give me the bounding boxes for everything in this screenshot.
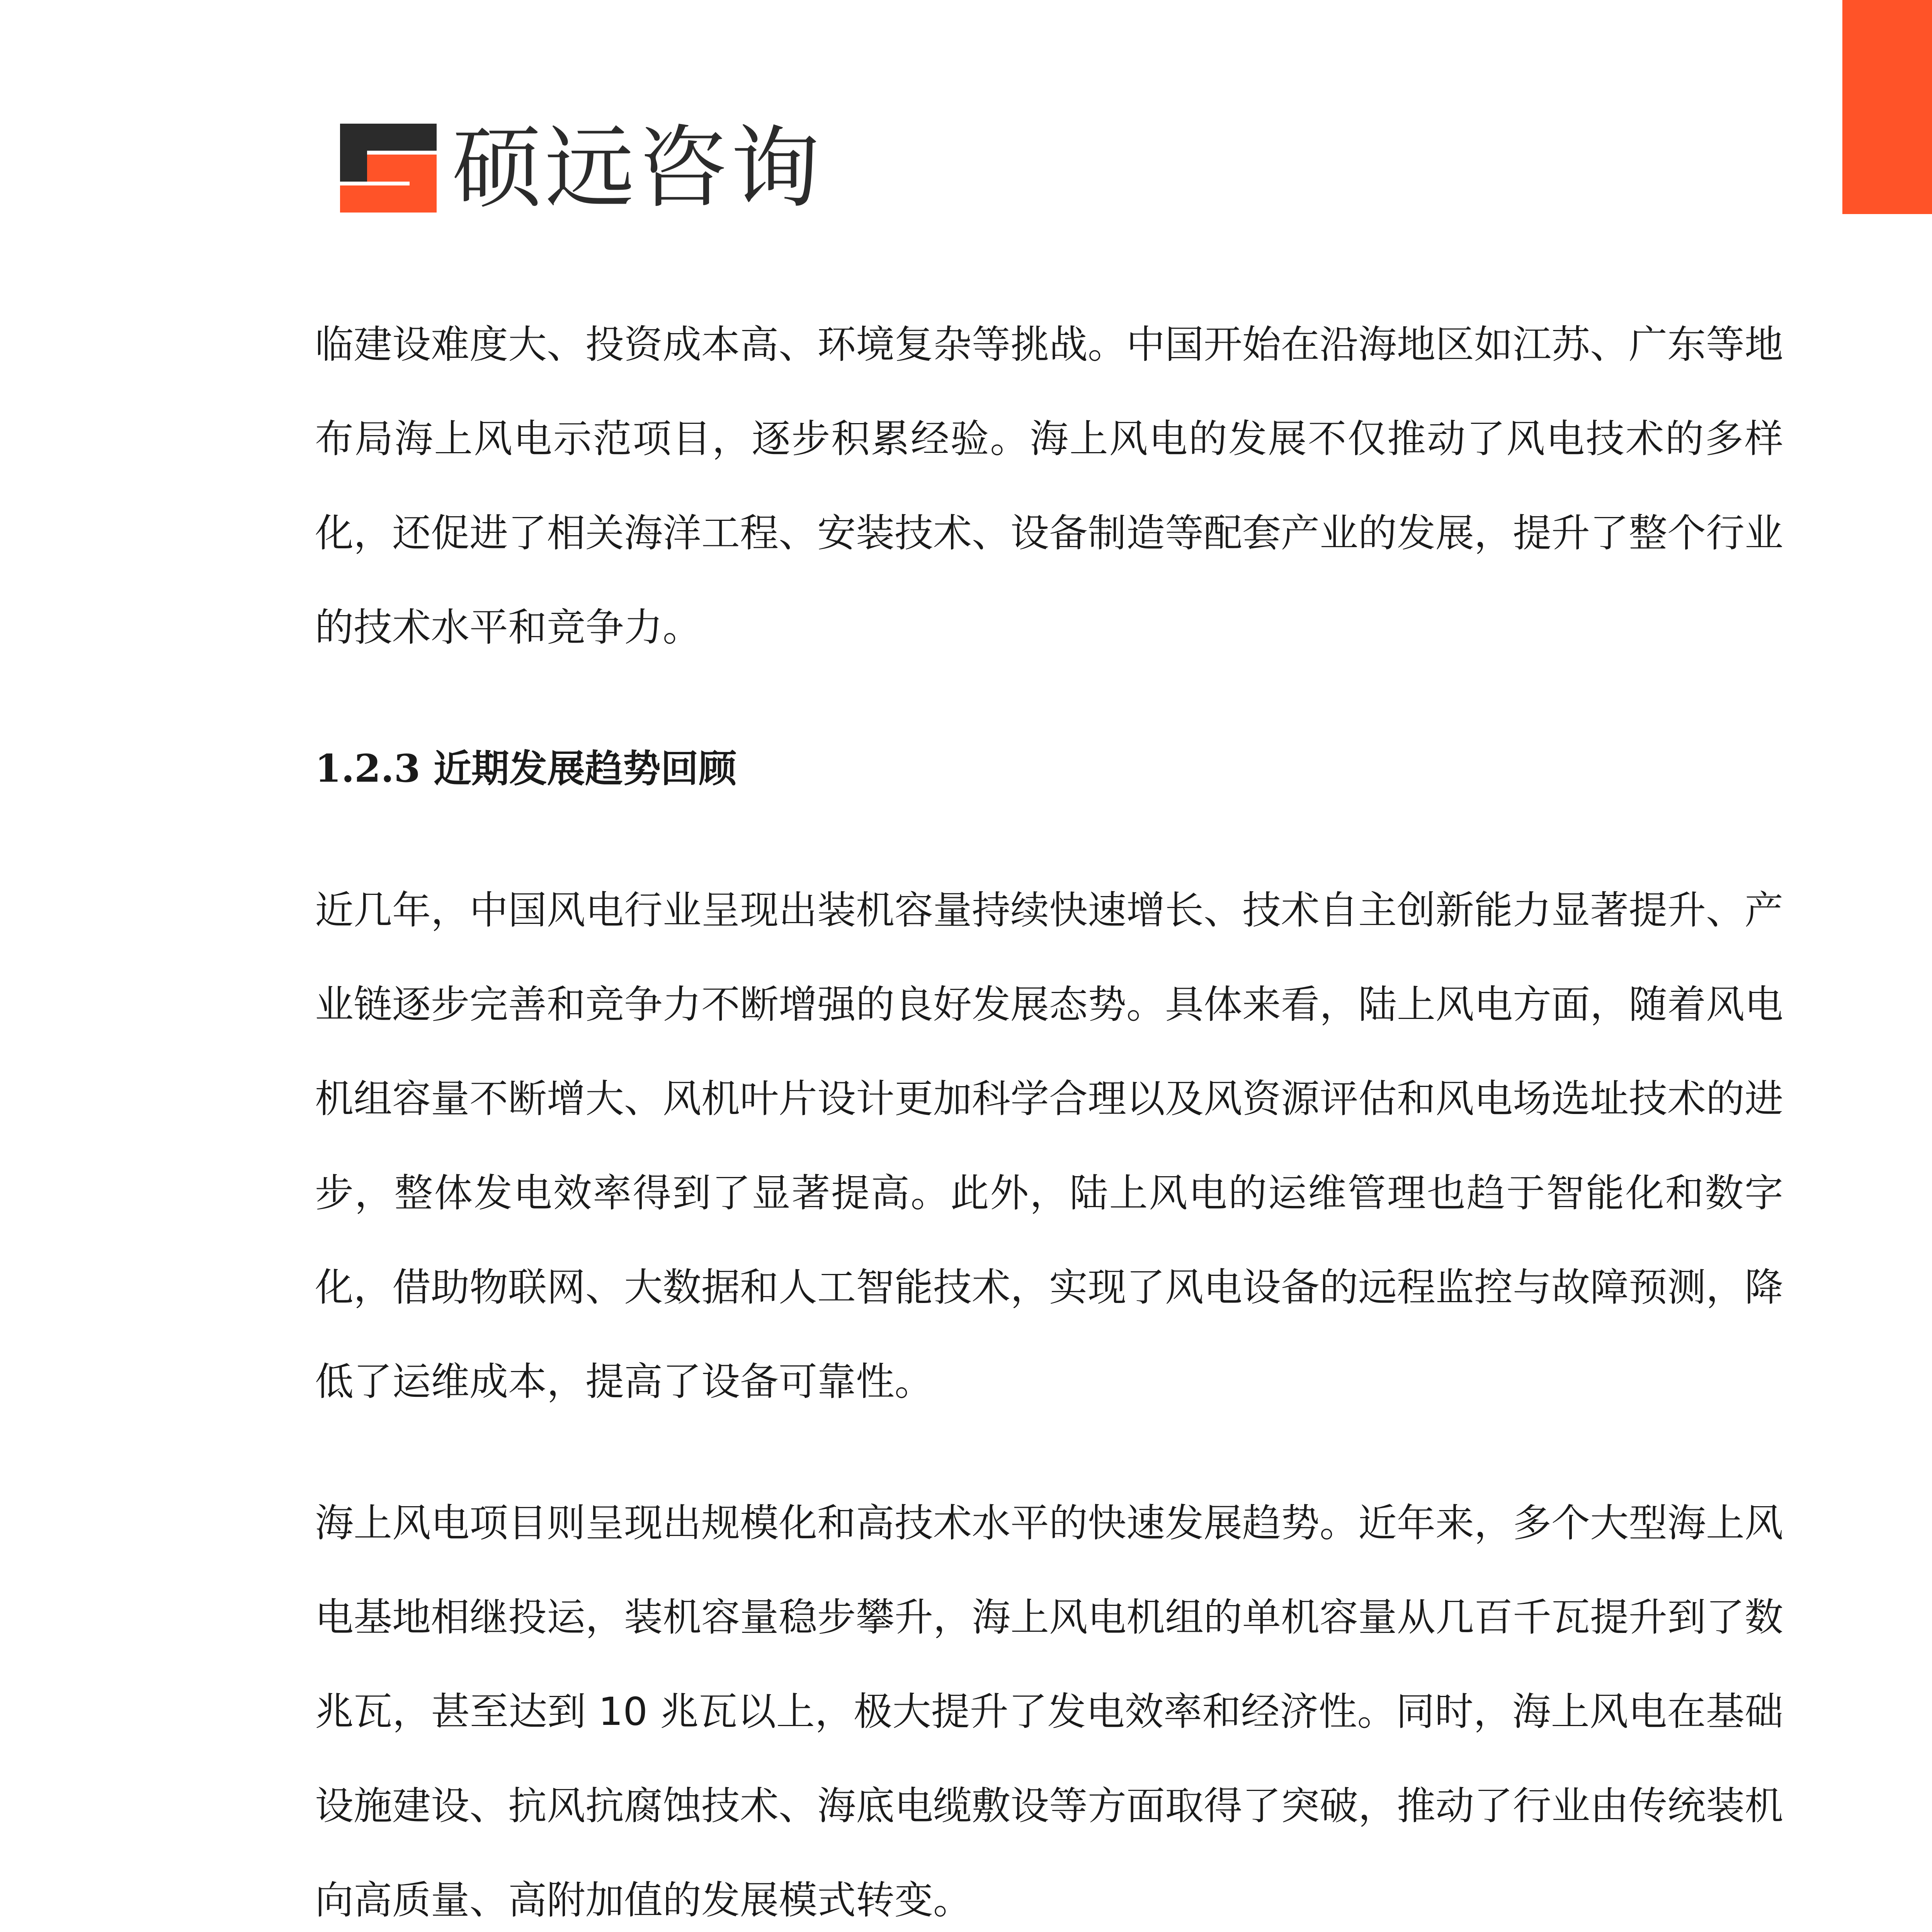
logo-mark-icon [340,124,437,213]
body-paragraph: 近几年，中国风电行业呈现出装机容量持续快速增长、技术自主创新能力显著提升、产业链逐步完善和竞争力不断增强的良好发展态势。具体来看，陆上风电方面，随着风电机组容量不断增大、风机叶片设计更加科学合理以及风资源评估和风电场选址技术的进步，整体发电效率得到了显著提高。此外，陆上风电的运维管理也趋于智能化和数字化，借助物联网、大数据和人工智能技术，实现了风电设备的远程监控与故障预测，降低了运维成本，提高了设备可靠性。 [315,888,1783,1404]
section-heading: 1.2.3 近期发展趋势回顾 [315,747,736,791]
brand-logo [340,116,823,220]
corner-accent-tab [1842,0,1932,214]
body-paragraph: 海上风电项目则呈现出规模化和高技术水平的快速发展趋势。近年来，多个大型海上风电基地相继投运，装机容量稳步攀升，海上风电机组的单机容量从几百千瓦提升到了数兆瓦，甚至达到 10 兆瓦以上，极大提升了发电效率和经济性。同时，海上风电在基础设施建设、抗风抗腐蚀技术、海底电缆敷设等方面取得了突破，推动了行业由传统装机向高质量、高附加值的发展模式转变。 [315,1500,1783,1923]
brand-name: 硕远咨询 [452,116,823,220]
document-body [315,298,1783,1932]
body-paragraph: 临建设难度大、投资成本高、环境复杂等挑战。中国开始在沿海地区如江苏、广东等地布局海上风电示范项目，逐步积累经验。海上风电的发展不仅推动了风电技术的多样化，还促进了相关海洋工程、安装技术、设备制造等配套产业的发展，提升了整个行业的技术水平和竞争力。 [315,322,1783,650]
